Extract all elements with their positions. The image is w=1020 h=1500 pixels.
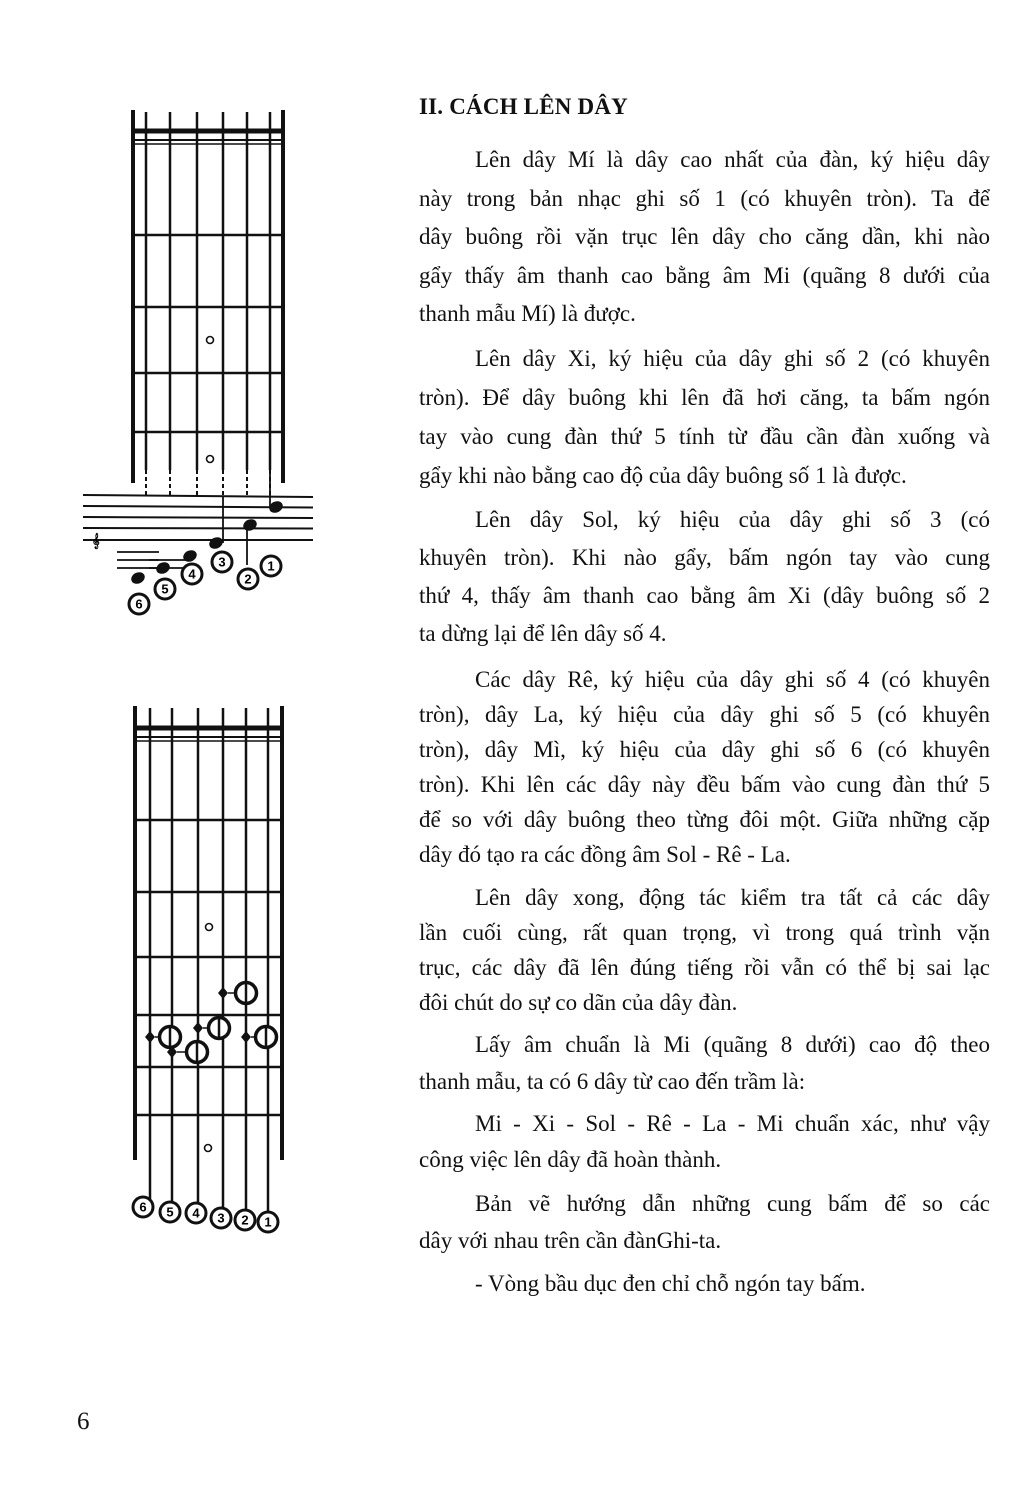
fret-marker bbox=[205, 1145, 212, 1152]
text-line: này trong bản nhạc ghi số 1 (có khuyên tròn). Ta để bbox=[419, 185, 990, 211]
section-heading: II. CÁCH LÊN DÂY bbox=[419, 94, 628, 119]
staff-line bbox=[83, 495, 313, 497]
staff-line bbox=[83, 517, 313, 518]
string-number-label: 2 bbox=[241, 1212, 249, 1228]
string-number-label: 6 bbox=[135, 596, 143, 612]
text-line: Lấy âm chuẩn là Mi (quãng 8 dưới) cao độ theo bbox=[475, 1032, 990, 1057]
text-line: Lên dây Sol, ký hiệu của dây ghi số 3 (có bbox=[475, 507, 990, 532]
fret-marker bbox=[207, 337, 214, 344]
paragraph bbox=[419, 501, 990, 653]
text-line: dây buông rồi vặn trục lên dây cho căng dần, khi nào bbox=[419, 224, 990, 249]
text-line: ta dừng lại để lên dây số 4. bbox=[419, 621, 667, 646]
paragraph bbox=[419, 1185, 990, 1259]
finger-diamond-icon bbox=[241, 1031, 251, 1043]
text-line: gẩy thấy âm thanh cao bằng âm Mi (quãng 8 dưới của bbox=[419, 262, 990, 288]
text-line: đôi chút do sự co dãn của dây đàn. bbox=[419, 990, 738, 1015]
text-line: gẩy khi nào bằng cao độ của dây buông số 1 là được. bbox=[419, 463, 907, 488]
text-line: tròn), dây La, ký hiệu của dây ghi số 5 (có khuyên bbox=[419, 702, 990, 727]
finger-diamond-icon bbox=[193, 1022, 203, 1034]
string-number-label: 5 bbox=[161, 581, 169, 597]
text-line: trục, các dây đã lên đúng tiếng rồi vẫn có thể bị sai lạc bbox=[419, 955, 990, 980]
finger-diamond-icon bbox=[218, 987, 228, 999]
text-line: thanh mẫu, ta có 6 dây từ cao đến trầm là: bbox=[419, 1069, 806, 1094]
text-line: Lên dây xong, động tác kiểm tra tất cả các dây bbox=[475, 885, 990, 910]
string-number-label: 3 bbox=[218, 554, 226, 570]
paragraph bbox=[419, 1106, 990, 1178]
paragraph bbox=[419, 339, 990, 495]
string-number-label: 1 bbox=[267, 558, 275, 574]
text-line: lần cuối cùng, rất quan trọng, vì trong quá trình vặn bbox=[419, 920, 990, 945]
note-head bbox=[154, 560, 171, 576]
paragraph bbox=[419, 662, 990, 872]
text-line: tròn), dây Mì, ký hiệu của dây ghi số 6 (có khuyên bbox=[419, 737, 990, 762]
string-number-label: 1 bbox=[264, 1214, 272, 1230]
string-number-label: 4 bbox=[192, 1205, 200, 1221]
note-head bbox=[181, 548, 198, 564]
paragraph bbox=[419, 880, 990, 1020]
text-line: Lên dây Mí là dây cao nhất của đàn, ký hiệu dây bbox=[475, 147, 990, 172]
fretboard-diagram-tuning-frets bbox=[133, 706, 282, 1232]
paragraph bbox=[419, 1026, 990, 1100]
text-line: tay vào cung đàn thứ 5 tính từ đầu cần đàn xuống và bbox=[419, 424, 990, 449]
text-line: công việc lên dây đã hoàn thành. bbox=[419, 1147, 722, 1172]
text-line: khuyên tròn). Khi nào gẩy, bấm ngón tay vào cung bbox=[419, 545, 990, 570]
text-line: Bản vẽ hướng dẫn những cung bấm để so các bbox=[475, 1191, 990, 1216]
text-line: Mi - Xi - Sol - Rê - La - Mi chuẩn xác, như vậy bbox=[475, 1111, 990, 1136]
fret-marker bbox=[206, 924, 213, 931]
paragraph bbox=[419, 1265, 990, 1302]
fret-marker bbox=[207, 456, 214, 463]
text-line: Lên dây Xi, ký hiệu của dây ghi số 2 (có khuyên bbox=[475, 346, 990, 371]
string-number-label: 6 bbox=[139, 1199, 147, 1215]
fretboard-diagram-staff bbox=[83, 110, 313, 614]
string-number-label: 4 bbox=[188, 566, 196, 582]
text-line: tròn). Khi lên các dây này đều bấm vào cung đàn thứ 5 bbox=[419, 772, 990, 797]
text-line: để so với dây buông theo từng đôi một. Giữa những cặp bbox=[419, 807, 990, 832]
note-head bbox=[207, 535, 224, 551]
note-head bbox=[129, 570, 146, 586]
string-number-label: 5 bbox=[166, 1204, 174, 1220]
text-line: - Vòng bầu dục đen chỉ chỗ ngón tay bấm. bbox=[475, 1271, 866, 1296]
finger-diamond-icon bbox=[145, 1031, 155, 1043]
text-line: tròn). Để dây buông khi lên đã hơi căng, ta bấm ngón bbox=[419, 385, 990, 410]
staff-line bbox=[83, 528, 313, 529]
text-line: thanh mẫu Mí) là được. bbox=[419, 301, 636, 326]
text-line: dây đó tạo ra các đồng âm Sol - Rê - La. bbox=[419, 842, 791, 867]
text-line: dây với nhau trên cần đànGhi-ta. bbox=[419, 1228, 722, 1253]
treble-clef-icon: 𝄞 bbox=[92, 533, 100, 548]
text-line: thứ 4, thấy âm thanh cao bằng âm Xi (dây buông số 2 bbox=[419, 583, 990, 608]
string-number-label: 3 bbox=[217, 1210, 225, 1226]
string-number-label: 2 bbox=[244, 571, 252, 587]
paragraph bbox=[419, 141, 990, 334]
text-line: Các dây Rê, ký hiệu của dây ghi số 4 (có khuyên bbox=[475, 667, 990, 692]
page-number: 6 bbox=[77, 1408, 90, 1435]
note-head bbox=[241, 517, 258, 533]
